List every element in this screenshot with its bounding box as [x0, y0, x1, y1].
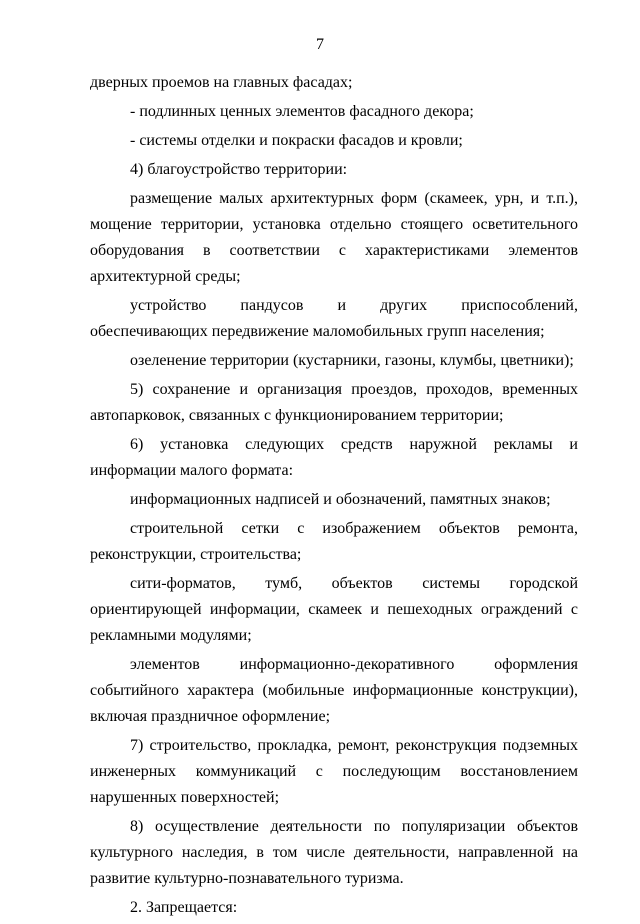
paragraph: элементов информационно-декоративного оформления событийного характера (мобильные информационные конструкции), включая праздничное оформление; [90, 656, 578, 725]
paragraph: 5) сохранение и организация проездов, проходов, временных автопарковок, связанных с функционированием территории; [90, 381, 578, 424]
paragraph: сити-форматов, тумб, объектов системы городской ориентирующей информации, скамеек и пешеходных ограждений с рекламными модулями; [90, 575, 578, 644]
paragraph: 8) осуществление деятельности по популяризации объектов культурного наследия, в том числе деятельности, направленной на развитие культурно-познавательного туризма. [90, 818, 578, 887]
paragraph: строительной сетки с изображением объектов ремонта, реконструкции, строительства; [90, 520, 578, 563]
paragraph: - системы отделки и покраски фасадов и кровли; [130, 132, 463, 149]
page-number: 7 [316, 36, 324, 53]
paragraph: 2. Запрещается: [130, 899, 238, 916]
paragraph: размещение малых архитектурных форм (скамеек, урн, и т.п.), мощение территории, установка отдельно стоящего осветительного оборудования в соответствии с характеристиками элементов архитектурной среды; [90, 190, 578, 285]
paragraph: информационных надписей и обозначений, памятных знаков; [130, 491, 551, 508]
paragraph: устройство пандусов и других приспособлений, обеспечивающих передвижение маломобильных групп населения; [90, 297, 578, 340]
paragraph: дверных проемов на главных фасадах; [90, 74, 353, 91]
paragraph: 4) благоустройство территории: [130, 161, 348, 178]
paragraph: 7) строительство, прокладка, ремонт, реконструкция подземных инженерных коммуникаций с последующим восстановлением нарушенных поверхностей; [90, 737, 578, 806]
document-body [90, 70, 578, 924]
paragraph: 6) установка следующих средств наружной рекламы и информации малого формата: [90, 436, 578, 479]
paragraph: - подлинных ценных элементов фасадного декора; [130, 103, 474, 120]
paragraph: озеленение территории (кустарники, газоны, клумбы, цветники); [130, 352, 574, 369]
